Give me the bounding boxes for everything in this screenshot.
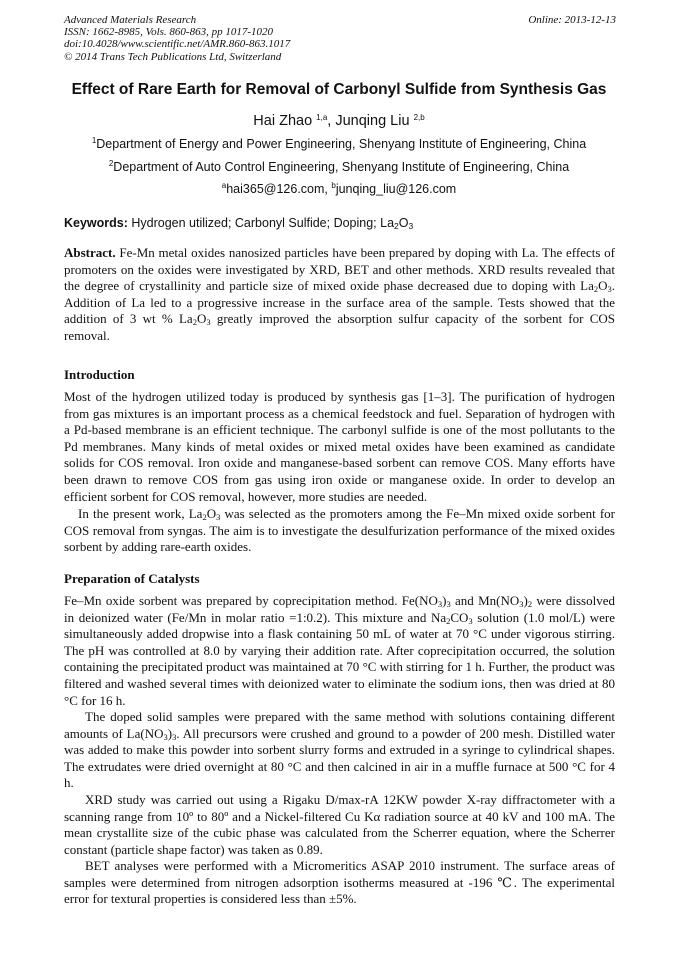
affiliation-1-number: 1 <box>91 136 97 145</box>
author-1-name: Hai Zhao <box>253 113 317 129</box>
affiliation-2 <box>40 160 638 174</box>
abstract-text-5: greatly improved the absorption sulfur capacity of the sorbent for COS removal. <box>64 311 615 343</box>
prep-sub: 3 <box>172 731 177 742</box>
keywords-text: Hydrogen utilized; Carbonyl Sulfide; Doping; La <box>127 216 395 230</box>
journal-copyright: © 2014 Trans Tech Publications Ltd, Switzerland <box>64 50 282 63</box>
email-b: junqing_liu@126.com <box>335 182 457 196</box>
keywords-sub-3: 3 <box>408 221 414 231</box>
paper-title: Effect of Rare Earth for Removal of Carbonyl Sulfide from Synthesis Gas <box>71 81 607 98</box>
prep-p1-text-4: ) <box>523 593 528 608</box>
intro-sub: 2 <box>202 512 207 522</box>
intro-sub: 3 <box>216 512 221 522</box>
author-line <box>40 113 638 129</box>
author-2-name: Junqing Liu <box>335 113 414 129</box>
prep-p2-text-3: . All precursors were crushed and ground to a powder of 200 mesh. Distilled water was added to make this powder into sorbent slurry forms and extruded in a syringe to cylindrical shapes. The extrudates were dried overnight at 80 °C and then calcined in air in a muffle furnace at 500 °C for 4 h. <box>64 725 616 791</box>
abstract-text-3: . Addition of La led to a progressive increase in the surface area of the sample. Tests showed that the addition of 3 wt % La <box>64 278 615 327</box>
prep-p1-text-3: and Mn(NO <box>450 593 520 608</box>
prep-sub: 2 <box>446 615 451 626</box>
affiliation-1-text: Department of Energy and Power Engineering, Shenyang Institute of Engineering, China <box>96 137 587 151</box>
intro-p2-text-1: In the present work, La <box>78 506 203 521</box>
prep-sub: 3 <box>446 599 451 609</box>
journal-doi: doi:10.4028/www.scientific.net/AMR.860-863.1017 <box>64 38 291 51</box>
prep-paragraph-3: XRD study was carried out using a Rigaku D/max-rA 12KW powder X-ray diffractometer with a scanning range from 10º to 80º and a Nickel-filtered Cu Kα radiation source at 40 kV and 100 mA. The mean crystallite size of the cubic phase was calculated from the Scherrer equation, where the Scherrer constant (particle shape factor) was taken as 0.89. <box>64 792 615 857</box>
abstract-sub: 3 <box>206 317 211 328</box>
author-2-sup: 2,b <box>413 113 425 122</box>
prep-p1-text-5: were dissolved in deionized water (Fe/Mn in molar ratio =1:0.2). This mixture and Na <box>64 593 615 625</box>
prep-p1-text-1: Fe–Mn oxide sorbent was prepared by coprecipitation method. Fe(NO <box>64 593 438 608</box>
abstract-paragraph <box>64 245 615 345</box>
email-line <box>40 182 638 196</box>
abstract-sub: 2 <box>593 284 599 295</box>
email-a: hai365@126.com, <box>226 182 332 196</box>
prep-paragraph-2 <box>64 709 615 792</box>
keywords-label: Keywords: <box>64 216 128 230</box>
author-separator: , <box>327 113 336 129</box>
journal-name: Advanced Materials Research <box>64 14 197 26</box>
intro-paragraph-1: Most of the hydrogen utilized today is produced by synthesis gas [1–3]. The purification of hydrogen from gas mixtures is an important process as a chemical feedstock and fuel. Separation of hydrogen with a Pd-based membrane is an efficient technique. The carbonyl sulfide is one of the most pollutants to the Pd membranes. Many kinds of metal oxides or mixed metal oxides have been examined as candidate solids for COS removal. Iron oxide and manganese-based sorbent can remove COS. Many efforts have been drawn to remove COS from gas using iron oxide or manganese oxide. In order to develop an efficient sorbent for COS removal, however, more studies are needed. <box>64 389 615 504</box>
affiliation-2-text: Department of Auto Control Engineering, Shenyang Institute of Engineering, China <box>113 160 570 174</box>
keywords-sub-2: 2 <box>394 221 399 231</box>
prep-p1-text-7: solution (1.0 mol/L) were simultaneously added dropwise into a flask containing 50 mL of water at 70 °C under vigorous stirring. The pH was controlled at 8.0 by varying their addition rate. After coprecipitation occurred, the solution containing the precipitated product was maintained at 70 °C with stirring for 1 h. Further, the product was filtered and washed several times with deionized water to eliminate the sodium ions, then was dried at 80 °C for 16 h. <box>64 609 615 708</box>
intro-p2-text-2: O <box>206 506 217 521</box>
abstract-text-2: O <box>598 278 608 294</box>
prep-sub: 3 <box>519 599 524 609</box>
section-heading-preparation: Preparation of Catalysts <box>64 571 200 586</box>
prep-sub: 2 <box>527 599 533 609</box>
intro-p2-text-3: was selected as the promoters among the Fe–Mn mixed oxide sorbent for COS removal from syngas. The aim is to investigate the desulfurization performance of the mixed oxides sorbent by adding rare-earth oxides. <box>64 506 615 555</box>
abstract-text-4: O <box>196 311 207 327</box>
journal-issn: ISSN: 1662-8985, Vols. 860-863, pp 1017-1020 <box>64 26 273 39</box>
prep-sub: 3 <box>437 599 443 609</box>
keywords-o: O <box>398 216 409 230</box>
keywords-line <box>64 216 413 230</box>
abstract-sub: 3 <box>607 284 612 295</box>
prep-sub: 3 <box>468 615 473 626</box>
prep-sub: 3 <box>163 731 168 742</box>
email-b-sup: b <box>331 181 336 190</box>
abstract-sub: 2 <box>192 317 197 328</box>
prep-p2-text-1: The doped solid samples were prepared with the same method with solutions containing different amounts of La(NO <box>64 709 615 741</box>
prep-p1-text-6: CO <box>450 609 469 625</box>
affiliation-1 <box>40 137 638 151</box>
section-heading-introduction: Introduction <box>64 367 135 382</box>
author-1-sup: 1,a <box>316 113 328 122</box>
prep-p1-text-2: ) <box>442 593 447 608</box>
abstract-text-1: Fe-Mn metal oxides nanosized particles have been prepared by doping with La. The effects of promoters on the oxides were investigated by XRD, BET and other methods. XRD results revealed that the degree of crystallinity and particle size of mixed oxide phase decreased due to doping with La <box>64 245 615 294</box>
prep-paragraph-4: BET analyses were performed with a Micromeritics ASAP 2010 instrument. The surface areas of samples were determined from nitrogen adsorption isotherms measured at -196 ℃. The experimental error for textural properties is considered less than ±5%. <box>64 858 615 907</box>
intro-paragraph-2 <box>64 506 615 556</box>
prep-paragraph-1 <box>64 593 615 709</box>
abstract-label: Abstract. <box>64 245 116 260</box>
prep-p2-text-2: ) <box>167 725 173 741</box>
journal-header <box>64 14 616 63</box>
online-date: Online: 2013-12-13 <box>528 14 616 26</box>
affiliation-2-number: 2 <box>108 159 114 168</box>
email-a-sup: a <box>221 181 227 190</box>
